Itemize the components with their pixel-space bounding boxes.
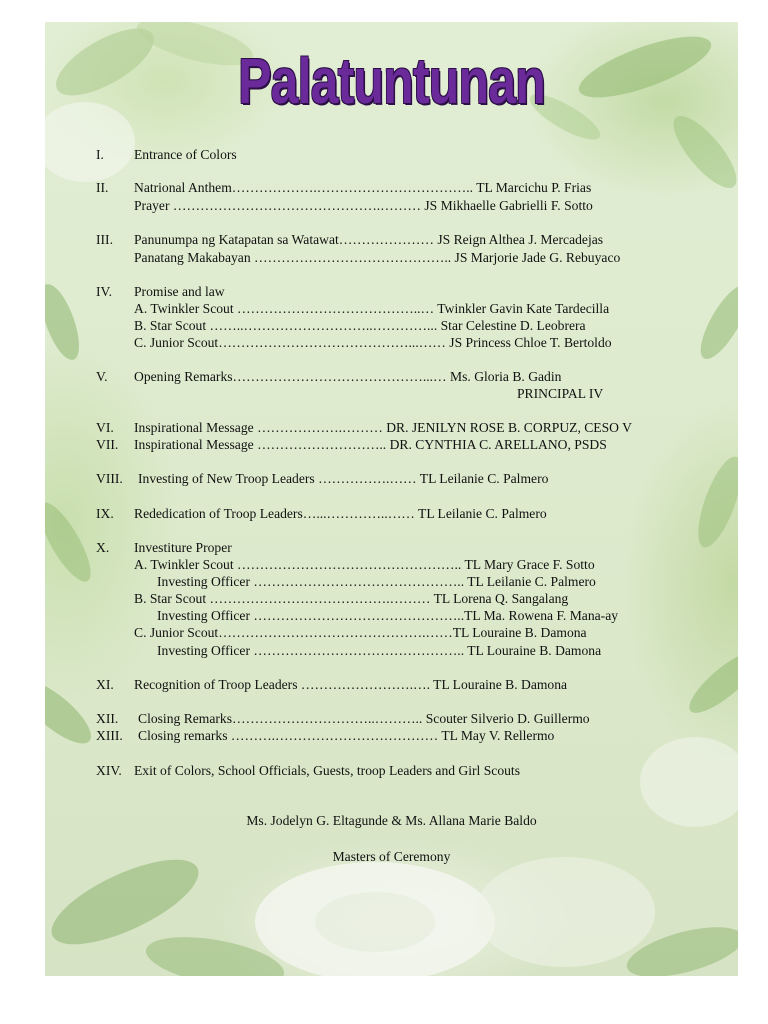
program-item: Investiture Proper [134, 540, 232, 555]
leaf-decoration [45, 671, 100, 753]
leaf-decoration [45, 280, 87, 365]
item-number: VII. [96, 437, 119, 452]
program-item: Closing remarks ……….……………………………… TL May V. Rellermo [138, 728, 555, 743]
program-item: Recognition of Troop Leaders …………………….…. TL Louraine B. Damona [134, 677, 568, 692]
program-sheet [45, 22, 738, 976]
item-number: XI. [96, 677, 114, 692]
program-item: C. Junior Scout……………………………………….……TL Louraine B. Damona [134, 625, 587, 640]
item-number: VIII. [96, 471, 123, 486]
item-number: XIV. [96, 763, 122, 778]
leaf-decoration [45, 496, 100, 588]
floral-background [45, 22, 738, 976]
program-item: A. Twinkler Scout …………………………………..… Twinkler Gavin Kate Tardecilla [134, 301, 610, 316]
program-item: Panunumpa ng Katapatan sa Watawat………………… JS Reign Althea J. Mercadejas [134, 232, 604, 247]
masters-of-ceremony-label: Masters of Ceremony [332, 849, 451, 864]
program-item: Opening Remarks……………………………………...… Ms. Gloria B. Gadin [134, 369, 562, 384]
program-item: PRINCIPAL IV [517, 386, 604, 401]
program-item: Exit of Colors, School Officials, Guests, troop Leaders and Girl Scouts [134, 763, 520, 778]
program-item: Entrance of Colors [134, 147, 237, 162]
program-item: Closing Remarks…………………………..……….. Scouter Silverio D. Guillermo [138, 711, 590, 726]
program-item: Inspirational Message ……………….……… DR. JENILYN ROSE B. CORPUZ, CESO V [134, 420, 632, 435]
program-item: A. Twinkler Scout ………………………………………….. TL Mary Grace F. Sotto [134, 557, 595, 572]
flower-decoration [475, 857, 655, 967]
item-number: I. [96, 147, 104, 162]
item-number: III. [96, 232, 113, 247]
item-number: X. [96, 540, 110, 555]
program-item: Natrional Anthem……………….…………………………….. TL Marcichu P. Frias [134, 180, 592, 195]
program-item: Panatang Makabayan …………………………………….. JS Marjorie Jade G. Rebuyaco [134, 250, 621, 265]
program-item: Rededication of Troop Leaders…...…………..…… TL Leilanie C. Palmero [134, 506, 547, 521]
program-item: Inspirational Message ……………………….. DR. CYNTHIA C. ARELLANO, PSDS [134, 437, 607, 452]
item-number: XIII. [96, 728, 123, 743]
program-item: Prayer ……………………………………….……… JS Mikhaelle Gabrielli F. Sotto [134, 198, 593, 213]
leaf-decoration [682, 642, 738, 721]
program-item: Investing of New Troop Leaders …………….…… TL Leilanie C. Palmero [138, 471, 549, 486]
program-item: C. Junior Scout……………………………………...…… JS Princess Chloe T. Bertoldo [134, 335, 612, 350]
program-item: Investing Officer ……………………………………….. TL Louraine B. Damona [157, 643, 602, 658]
leaf-decoration [692, 279, 738, 366]
program-item: B. Star Scout ………………………………….……… TL Lorena Q. Sangalang [134, 591, 569, 606]
program-item: B. Star Scout ……..………………………..…………... Star Celestine D. Leobrera [134, 318, 586, 333]
item-number: IV. [96, 284, 112, 299]
page-title: Palatuntunan [238, 45, 545, 117]
masters-of-ceremony-names: Ms. Jodelyn G. Eltagunde & Ms. Allana Marie Baldo [246, 813, 537, 828]
leaf-decoration [664, 107, 738, 197]
program-item: Promise and law [134, 284, 225, 299]
program-item: Investing Officer ………………………………………..TL Ma. Rowena F. Mana-ay [157, 608, 619, 623]
leaf-decoration [689, 452, 738, 552]
item-number: VI. [96, 420, 114, 435]
flower-decoration [315, 892, 435, 952]
program-item: Investing Officer ……………………………………….. TL Leilanie C. Palmero [157, 574, 596, 589]
item-number: V. [96, 369, 108, 384]
item-number: II. [96, 180, 109, 195]
item-number: XII. [96, 711, 119, 726]
item-number: IX. [96, 506, 114, 521]
